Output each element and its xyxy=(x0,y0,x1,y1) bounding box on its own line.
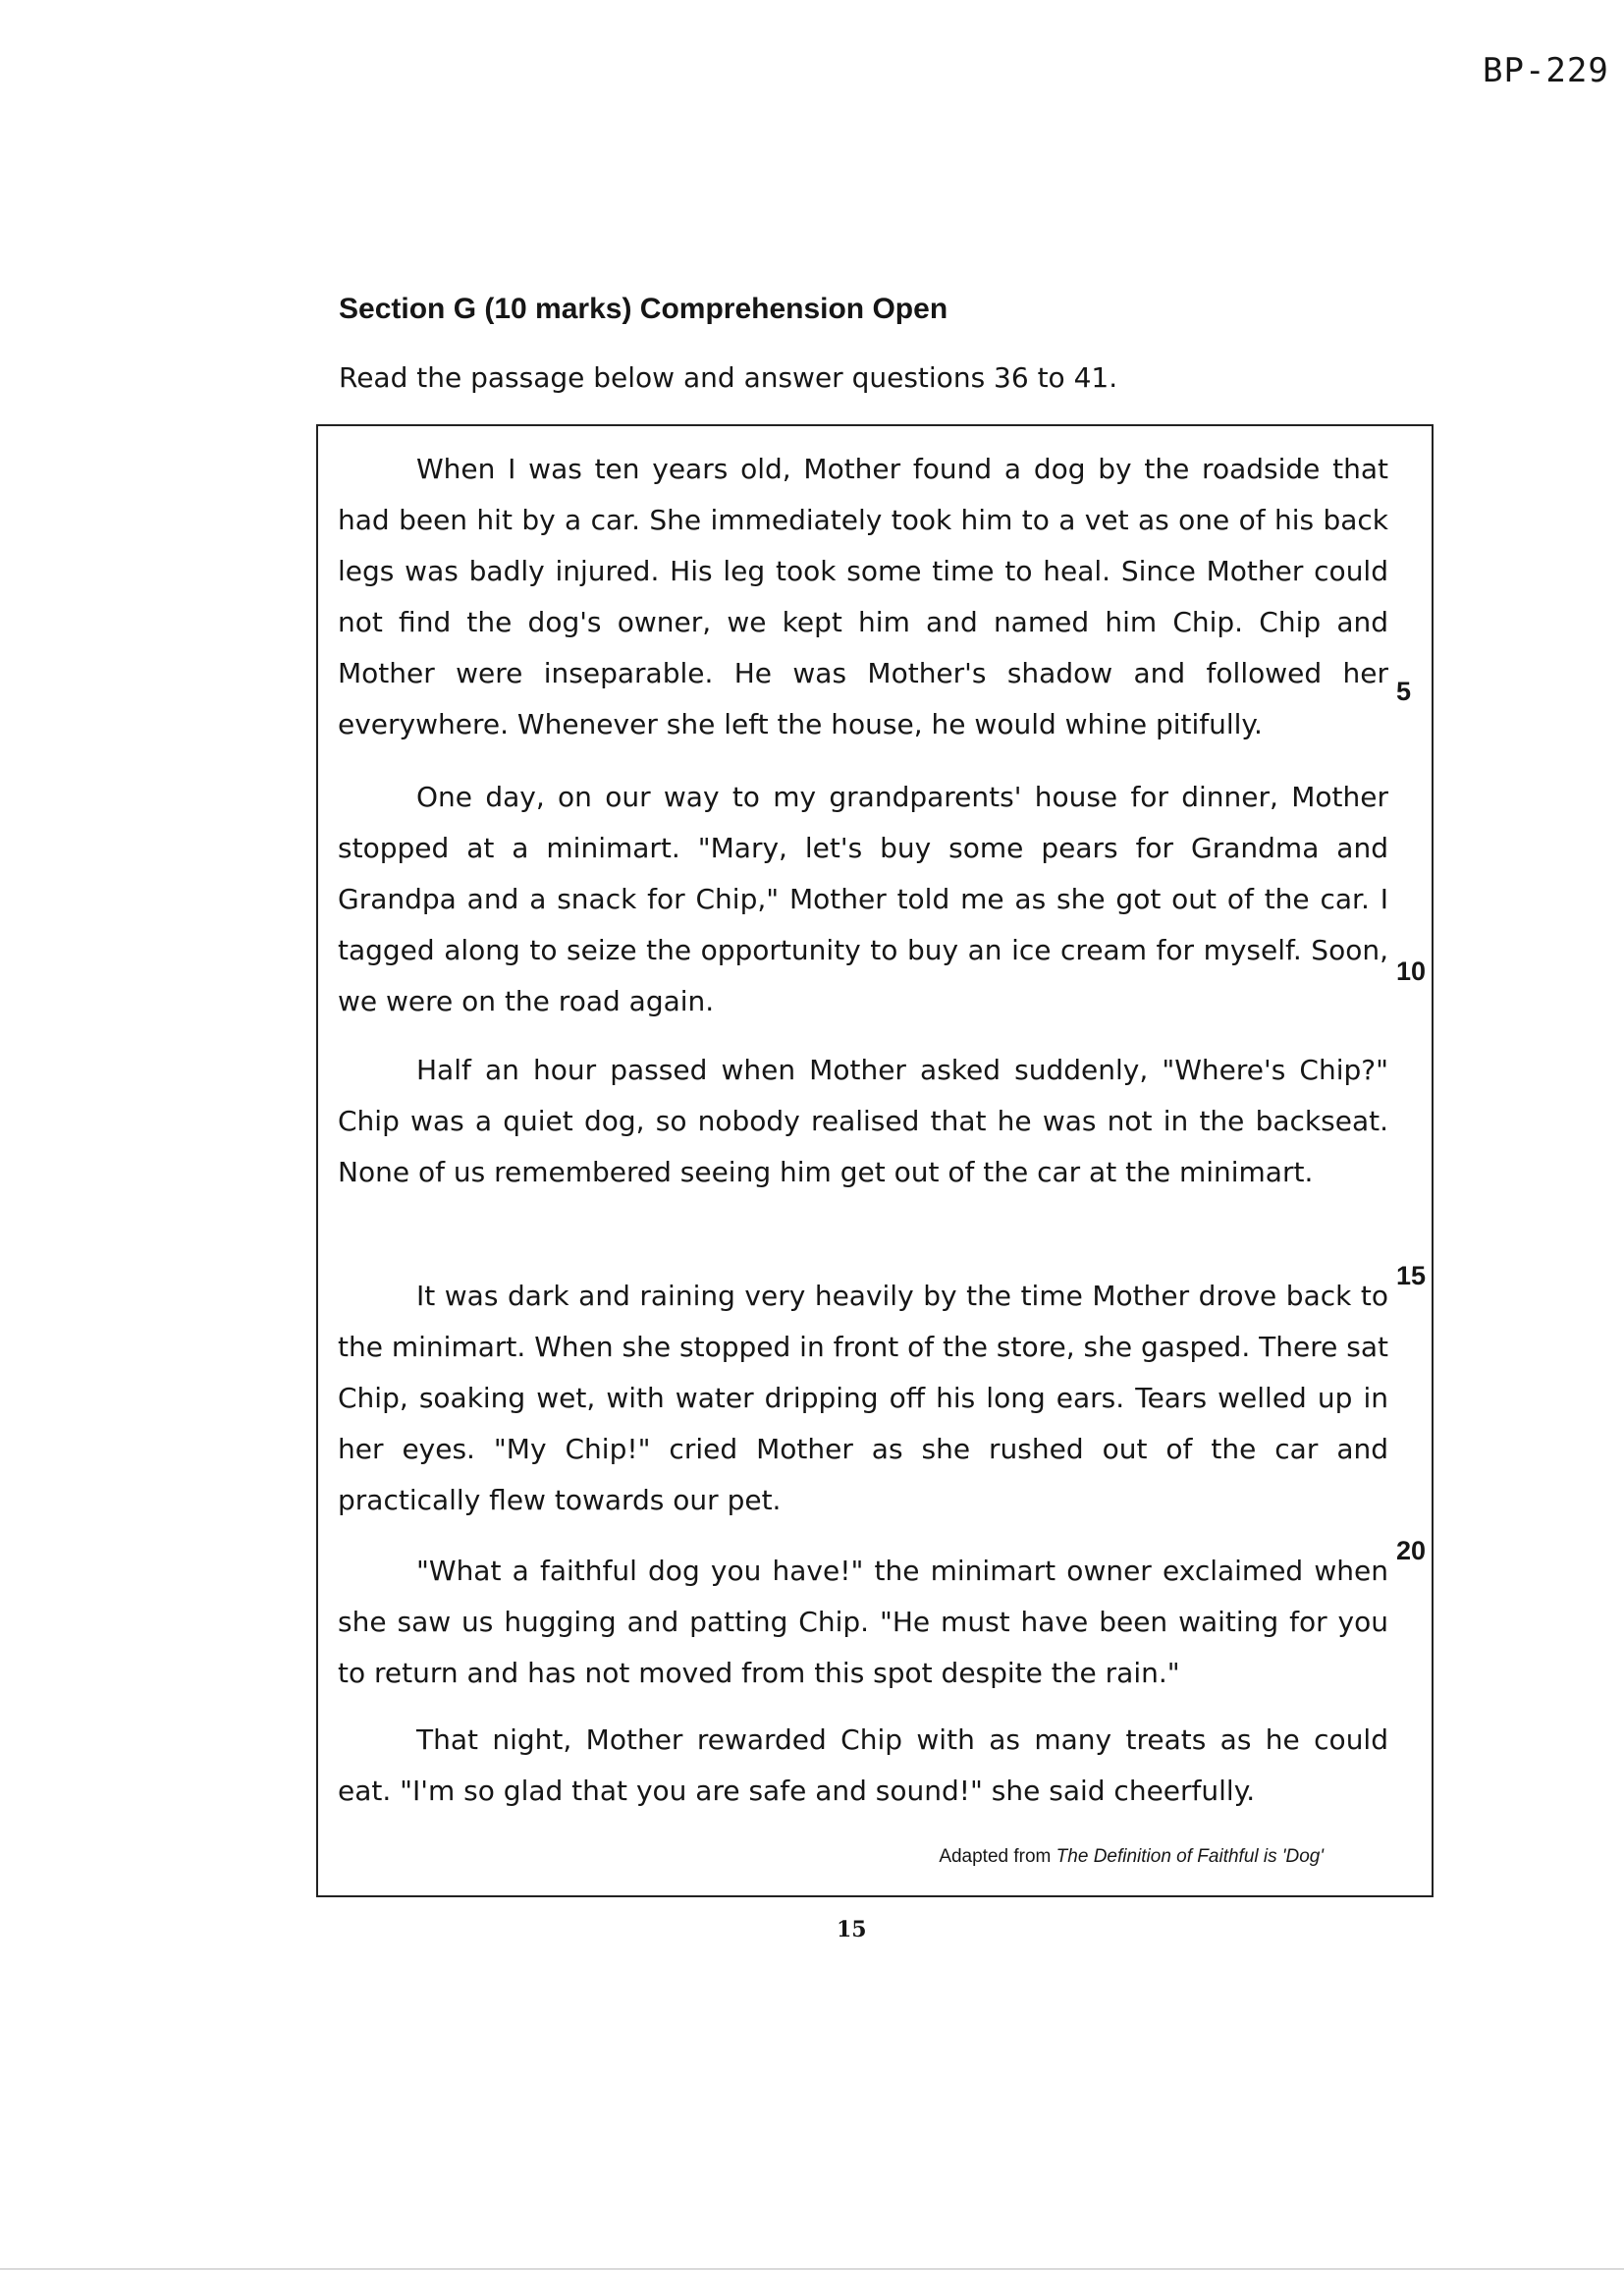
source-title: The Definition of Faithful is 'Dog' xyxy=(1056,1846,1324,1867)
section-title: Section G (10 marks) Comprehension Open xyxy=(339,293,948,325)
paragraph-5: "What a faithful dog you have!" the minimart owner exclaimed when she saw us hugging and patting Chip. "He must have been waiting for you to return and has not moved from this spot despite the rain." xyxy=(338,1555,1388,1689)
line-number-5: 5 xyxy=(1396,677,1412,706)
paragraph-3: Half an hour passed when Mother asked suddenly, "Where's Chip?" Chip was a quiet dog, so nobody realised that he was not in the backseat. None of us remembered seeing him get out of the car at the minimart. xyxy=(338,1054,1388,1188)
page-number: 15 xyxy=(837,1917,867,1942)
line-number-10: 10 xyxy=(1396,957,1427,986)
paragraph-1: When I was ten years old, Mother found a dog by the roadside that had been hit by a car. She immediately took him to a vet as one of his back legs was badly injured. His leg took some time to heal. Since Mother could not find the dog's owner, we kept him and named him Chip. Chip and Mother were inseparable. He was Mother's shadow and followed her everywhere. Whenever she left the house, he would whine pitifully. xyxy=(338,453,1388,740)
instructions: Read the passage below and answer questions 36 to 41. xyxy=(339,361,1118,394)
paragraph-4: It was dark and raining very heavily by the time Mother drove back to the minimart. When she stopped in front of the store, she gasped. There sat Chip, soaking wet, with water dripping off his long ears. Tears welled up in her eyes. "My Chip!" cried Mother as she rushed out of the car and practically flew towards our pet. xyxy=(338,1280,1388,1516)
passage-box xyxy=(316,424,1434,1897)
page-code: BP-229 xyxy=(1483,51,1609,90)
paragraph-6: That night, Mother rewarded Chip with as many treats as he could eat. "I'm so glad that you are safe and sound!" she said cheerfully. xyxy=(338,1723,1388,1807)
line-number-15: 15 xyxy=(1396,1261,1427,1290)
source-citation xyxy=(939,1846,1324,1868)
paragraph-2: One day, on our way to my grandparents' house for dinner, Mother stopped at a minimart. "Mary, let's buy some pears for Grandma and Grandpa and a snack for Chip," Mother told me as she got out of the car. I tagged along to seize the opportunity to buy an ice cream for myself. Soon, we were on the road again. xyxy=(338,781,1388,1017)
line-number-20: 20 xyxy=(1396,1536,1427,1565)
source-prefix: Adapted from xyxy=(939,1846,1052,1867)
